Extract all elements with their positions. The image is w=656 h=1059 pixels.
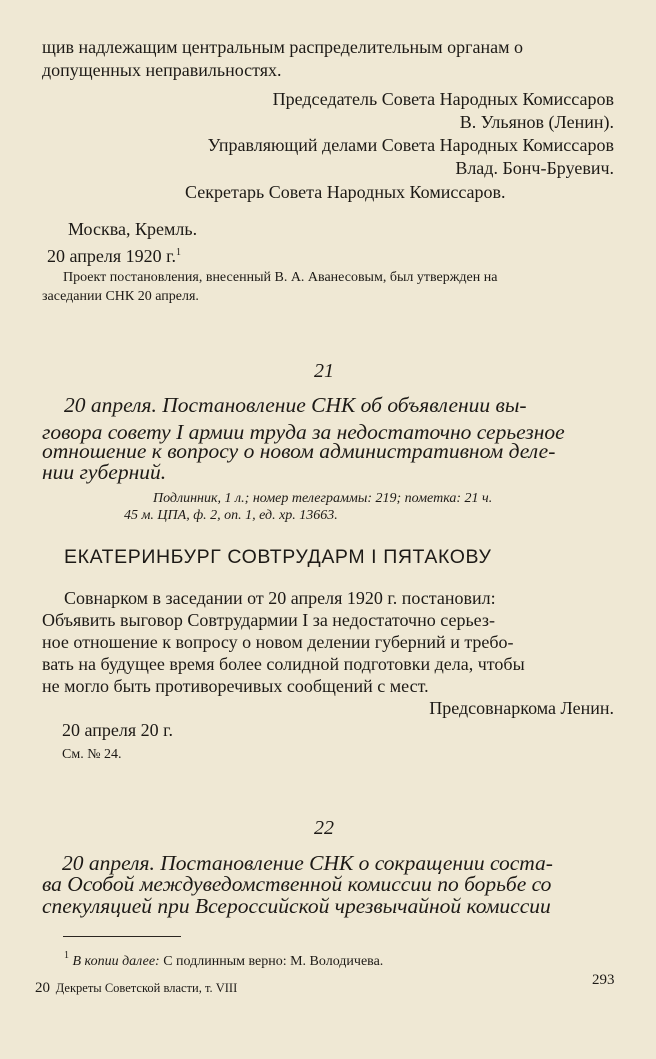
text-line: не могло быть противоречивых сообщений с мест. (42, 676, 429, 696)
document-title-line: отношение к вопросу о новом административном деле- (42, 439, 556, 463)
secretary-title: Секретарь Совета Народных Комиссаров. (185, 182, 506, 202)
chair-title: Председатель Совета Народных Комиссаров (272, 89, 614, 109)
document-title-line: ва Особой междуведомственной комиссии по борьбе со (42, 872, 552, 896)
note-line: заседании СНК 20 апреля. (42, 289, 199, 304)
note-line: Проект постановления, внесенный В. А. Аванесовым, был утвержден на (63, 270, 498, 285)
telegram-addressee: ЕКАТЕРИНБУРГ СОВТРУДАРМ I ПЯТАКОВУ (64, 546, 492, 568)
manager-name: Влад. Бонч-Бруевич. (455, 158, 614, 178)
text-line: ное отношение к вопросу о новом делении губерний и требо- (42, 632, 514, 652)
manager-title: Управляющий делами Совета Народных Комиссаров (207, 135, 614, 155)
document-number: 21 (314, 360, 334, 382)
see-also: См. № 24. (62, 747, 122, 762)
document-title-line: 20 апреля. Постановление СНК об объявлении вы- (64, 393, 527, 417)
text-line: вать на будущее время более солидной подготовки дела, чтобы (42, 654, 525, 674)
document-number: 22 (314, 817, 334, 839)
text-line: Объявить выговор Совтрудармии I за недостаточно серьез- (42, 610, 495, 630)
footnote-rule (63, 936, 181, 937)
date-line: 20 апреля 1920 г.$^1$ (47, 246, 181, 266)
signature: Предсовнаркома Ленин. (429, 698, 614, 718)
page-number: 293 (592, 972, 615, 988)
text-line: щив надлежащим центральным распределительным органам о (42, 37, 524, 57)
place-line: Москва, Кремль. (68, 219, 198, 239)
document-title-line: 20 апреля. Постановление СНК о сокращении соста- (62, 851, 553, 875)
document-date: 20 апреля 20 г. (62, 720, 173, 740)
source-note: Подлинник, 1 л.; номер телеграммы: 219; пометка: 21 ч. (153, 491, 493, 506)
footnote-mark: 1 (64, 950, 69, 961)
page-footer (35, 980, 237, 997)
printer-signature-mark: 20 (35, 980, 50, 996)
book-title: Декреты Советской власти, т. VIII (55, 981, 238, 995)
footnote-ref: 1 (176, 247, 181, 258)
document-title-line: спекуляцией при Всероссийской чрезвычайной комиссии (42, 894, 551, 918)
footnote (64, 946, 383, 971)
text-line: допущенных неправильностях. (42, 60, 282, 80)
chair-name: В. Ульянов (Ленин). (459, 112, 614, 132)
text-line: Совнарком в заседании от 20 апреля 1920 г. постановил: (64, 588, 496, 608)
footnote-label: В копии далее: (72, 954, 160, 969)
document-title-line: нии губерний. (42, 460, 167, 484)
footnote-text: С подлинным верно: М. Володичева. (163, 954, 384, 969)
source-note: 45 м. ЦПА, ф. 2, оп. 1, ед. хр. 13663. (124, 508, 338, 523)
document-title-line: говора совету I армии труда за недостаточно серьезное (42, 420, 565, 444)
